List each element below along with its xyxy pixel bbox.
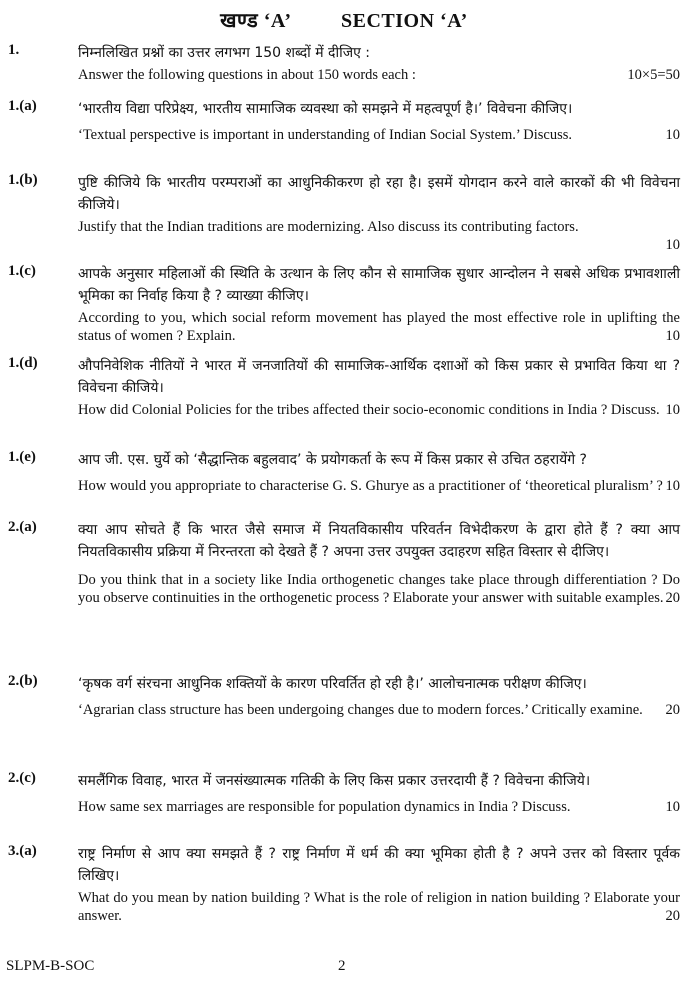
marks: 10×5=50: [627, 67, 680, 83]
paper-code: SLPM-B-SOC: [6, 958, 95, 974]
question-number: 2.(b): [8, 673, 38, 689]
question-number: 1.(b): [8, 172, 38, 188]
marks: 10: [665, 402, 680, 418]
question-text-english: What do you mean by nation building ? What is the role of religion in nation building ? Elaborate your answer. 20: [78, 890, 680, 924]
marks: 10: [665, 127, 680, 143]
question-number: 2.(a): [8, 519, 37, 535]
question-text-hindi: समलैंगिक विवाह, भारत में जनसंख्यात्मक गतिकी के लिए किस प्रकार उत्तरदायी हैं ? विवेचना कीजिये।: [78, 773, 591, 789]
question-text-hindi: निम्नलिखित प्रश्नों का उत्तर लगभग 150 शब्दों में दीजिए :: [78, 45, 371, 61]
question-text-english: Do you think that in a society like India orthogenetic changes take place through differentiation ? Do you observe continuities in the orthogenetic process ? Elaborate your answer with suitable examples. 20: [78, 572, 680, 606]
marks: 10: [665, 237, 680, 253]
question-number: 3.(a): [8, 843, 37, 859]
marks: 10: [665, 478, 680, 494]
section-header: [0, 6, 688, 33]
question-number: 1.: [8, 42, 20, 58]
section-title-english: SECTION ‘A’: [341, 10, 468, 32]
question-text-english: 10×5=50 Answer the following questions in about 150 words each :: [78, 67, 680, 83]
question-text-hindi: औपनिवेशिक नीतियों ने भारत में जनजातियों की सामाजिक-आर्थिक दशाओं को किस प्रकार से प्रभावित किया था ? विवेचना कीजिये।: [78, 358, 680, 396]
marks: 10: [665, 799, 680, 815]
page-number: 2: [338, 958, 346, 974]
question-text-hindi: क्या आप सोचते हैं कि भारत जैसे समाज में नियतविकासीय परिवर्तन विभेदीकरण के द्वारा होते हैं ? क्या आप नियतविकासीय प्रक्रिया में निरन्तरता को देखते हैं ? अपना उत्तर उपयुक्त उदाहरण सहित विस्तार से दीजिए।: [78, 522, 680, 560]
question-number: 1.(a): [8, 98, 37, 114]
question-number: 1.(c): [8, 263, 36, 279]
question-text-english: 10 How same sex marriages are responsible for population dynamics in India ? Discuss.: [78, 799, 680, 815]
question-text-english: Justify that the Indian traditions are modernizing. Also discuss its contributing factors. 10: [78, 219, 680, 253]
question-text-english: How would you appropriate to characterise G. S. Ghurye as a practitioner of ‘theoretical pluralism’ ? 10: [78, 478, 680, 494]
question-text-english: According to you, which social reform movement has played the most effective role in uplifting the status of women ? Explain. 10: [78, 310, 680, 344]
question-text-english: ‘Agrarian class structure has been undergoing changes due to modern forces.’ Critically examine. 20: [78, 702, 680, 718]
question-number: 2.(c): [8, 770, 36, 786]
question-text-hindi: आप जी. एस. घुर्ये को ‘सैद्धान्तिक बहुलवाद’ के प्रयोगकर्ता के रूप में किस प्रकार से उचित ठहरायेंगे ?: [78, 452, 587, 468]
question-number: 1.(e): [8, 449, 36, 465]
question-text-hindi: आपके अनुसार महिलाओं की स्थिति के उत्थान के लिए कौन से सामाजिक सुधार आन्दोलन ने सबसे अधिक प्रभावशाली भूमिका का निर्वाह किया है ? व्याख्या कीजिए।: [78, 266, 680, 304]
marks: 20: [665, 908, 680, 924]
question-text-english: 10 ‘Textual perspective is important in understanding of Indian Social System.’ Discuss.: [78, 127, 680, 143]
marks: 20: [665, 590, 680, 606]
question-text-hindi: पुष्टि कीजिये कि भारतीय परम्पराओं का आधुनिकीकरण हो रहा है। इसमें योगदान करने वाले कारकों की भी विवेचना कीजिये।: [78, 175, 680, 213]
question-text-hindi: राष्ट्र निर्माण से आप क्या समझते हैं ? राष्ट्र निर्माण में धर्म की क्या भूमिका होती है ? अपने उत्तर को विस्तार पूर्वक लिखिए।: [78, 846, 680, 884]
marks: 20: [665, 702, 680, 718]
question-text-hindi: ‘कृषक वर्ग संरचना आधुनिक शक्तियों के कारण परिवर्तित हो रही है।’ आलोचनात्मक परीक्षण कीजिए।: [78, 676, 587, 692]
question-number: 1.(d): [8, 355, 38, 371]
section-title-hindi: खण्ड ‘A’: [220, 10, 292, 32]
question-text-english: How did Colonial Policies for the tribes affected their socio-economic conditions in India ? Discuss. 10: [78, 402, 680, 418]
question-text-hindi: ‘भारतीय विद्या परिप्रेक्ष्य, भारतीय सामाजिक व्यवस्था को समझने में महत्वपूर्ण है।’ विवेचना कीजिए।: [78, 101, 573, 117]
marks: 10: [665, 328, 680, 344]
